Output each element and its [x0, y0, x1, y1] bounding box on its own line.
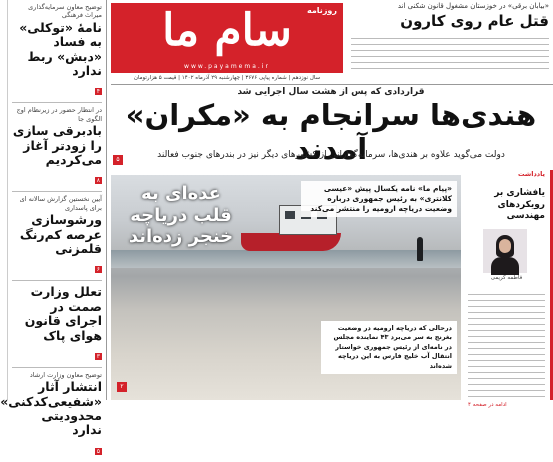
author-name: فاطمه کریمی	[490, 275, 523, 282]
top-right-body-text	[351, 33, 549, 71]
photo-caption: درحالی که دریاچه ارومیه در وضعیت بغرنج به سر می‌برد ۴۳ نماینده مجلس در نامه‌ای از رئیس جمهوری خواستار انتقال آب خلیج فارس به این دریاچه شده‌اند	[321, 321, 457, 374]
photo-quote: «پیام ما» نامه یکسال پیش «عیسی کلانتری» به رئیس جمهوری درباره وضعیت دریاچه ارومیه را منتشر می‌کند	[301, 181, 457, 217]
dateline: سال نوزدهم | شماره پیاپی ۳۶۷۶ | چهارشنبه ۲۹ آذرماه ۱۴۰۲ | قیمت ۵ هزارتومان	[133, 75, 321, 81]
main-story-headline[interactable]: هندی‌ها سرانجام به «مکران» آمدند	[125, 98, 537, 166]
logo-word: روزنامه	[307, 6, 337, 15]
left-story-kicker: توضیح معاون سرمایه‌گذاری میراث فرهنگی	[28, 3, 102, 20]
note-body-text	[468, 289, 545, 399]
page-number-badge: ۸	[96, 177, 100, 185]
boat-hull	[241, 233, 341, 251]
page-number-badge: ۲	[117, 382, 127, 392]
page-number-badge: ۶	[96, 266, 100, 274]
left-story-3[interactable]	[12, 192, 102, 281]
left-story-1[interactable]	[12, 0, 102, 103]
note-title: یافشاری بر رویکردهای مهندسی	[494, 188, 545, 222]
left-story-4[interactable]	[12, 281, 102, 368]
lake-water	[111, 250, 461, 268]
note-label: یادداشت	[517, 170, 545, 178]
page-number-badge: ۳	[96, 352, 100, 360]
page-number-badge: ۴	[96, 88, 100, 96]
page-number-badge: ۵	[113, 155, 123, 165]
left-story-5[interactable]	[0, 368, 102, 462]
person-silhouette	[417, 237, 423, 261]
left-news-column	[0, 0, 107, 455]
logo-text: سام ما	[162, 5, 292, 56]
masthead-logo[interactable]	[111, 3, 343, 73]
left-story-headline: بادبرقی سازی را زودتر آغاز می‌کردیم	[12, 123, 102, 167]
left-story-2[interactable]	[12, 103, 102, 192]
continued-page: ادامه در صفحه ۴	[468, 402, 507, 409]
photo-headline[interactable]: عده‌ای به قلب دریاچه خنجر زده‌اند	[128, 183, 234, 248]
left-story-headline: انتشار آثار «شفیعی‌کدکنی» محدودیتی ندارد	[0, 379, 102, 438]
lead-photo[interactable]	[111, 175, 461, 400]
page-number-badge: ۵	[96, 447, 100, 455]
author-photo	[483, 229, 527, 273]
left-story-kicker: توضیح معاون وزارت ارشاد	[29, 370, 102, 379]
left-story-kicker: آیین نخستین گزارش سالانه ای برای پاسداری	[19, 195, 102, 212]
main-story-kicker: قراردادی که پس از هشت سال اجرایی شد	[237, 87, 425, 97]
left-story-kicker: در انتظار حضور در زیرنظام اوج الگوی جا	[16, 106, 102, 123]
left-story-headline: ورشوسازی عرصه کم‌رنگ قلمزنی	[19, 212, 102, 256]
opinion-column[interactable]	[465, 170, 553, 409]
boat-window	[285, 211, 295, 219]
left-story-headline: نامهٔ «توکلی» به فساد «دبش» ربط ندارد	[19, 19, 102, 78]
top-right-headline: قتل عام روی کارون	[400, 12, 549, 30]
top-right-kicker: «بیابان برقی» در خوزستان مشغول قانون شکنی اند	[397, 2, 549, 10]
website-url[interactable]: www.payamema.ir	[184, 63, 270, 70]
divider	[111, 84, 553, 85]
top-right-story[interactable]	[347, 0, 553, 82]
left-story-headline: تعلل وزارت صمت در اجرای قانون هوای پاک	[24, 284, 102, 343]
main-story-subheadline: دولت می‌گوید علاوه بر هندی‌ها، سرمایه‌گذارانی از کشورهای دیگر نیز در بندرهای جنوب فعالند	[157, 150, 505, 160]
